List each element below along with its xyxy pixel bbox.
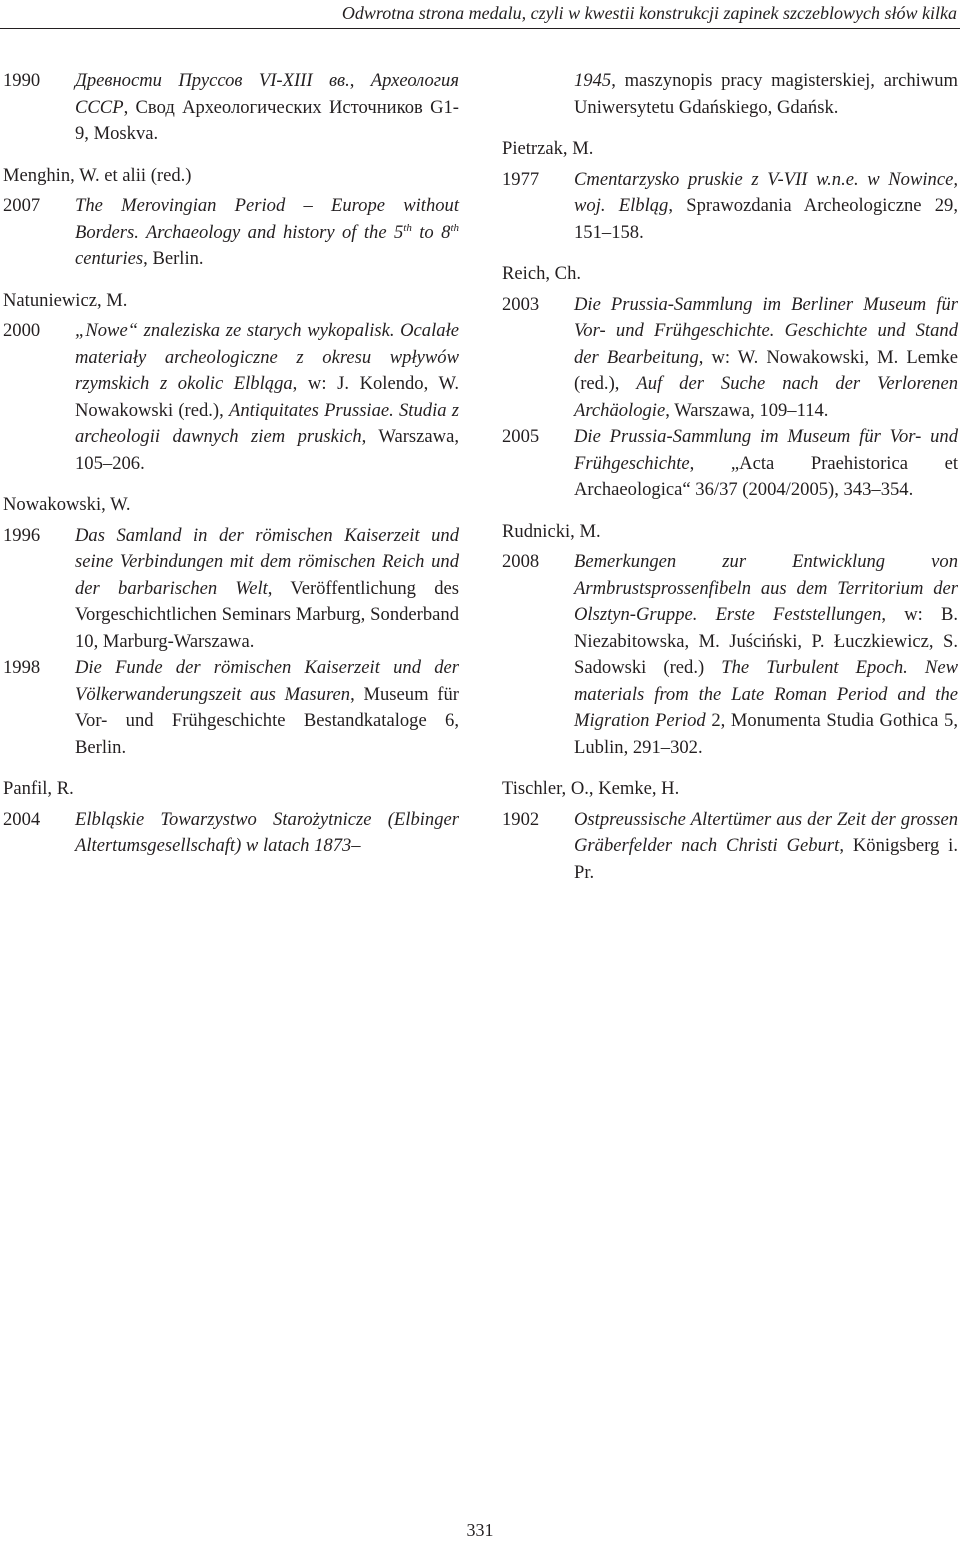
reference-entry [502, 424, 958, 504]
page-number: 331 [466, 1520, 494, 1540]
reference-text: Die Prussia-Sammlung im Museum für Vor- und Frühgeschichte, „Acta Praehistorica et Archaeologica“ 36/37 (2004/2005), 343–354. [574, 426, 958, 500]
reference-entry [3, 655, 459, 761]
reference-year: 1902 [502, 808, 540, 830]
reference-year: 1998 [3, 657, 41, 678]
author-heading: Reich, Ch. [502, 263, 582, 284]
reference-year: 2003 [502, 293, 540, 315]
reference-entry [3, 807, 459, 860]
right-column [502, 68, 958, 886]
reference-text: Древности Пруссов VI-XIII вв., Археология СССР, Свод Археологических Источников G1-9, Moskva. [75, 70, 459, 144]
reference-text: Das Samland in der römischen Kaiserzeit und seine Verbindungen mit dem römischen Reich und der barbarischen Welt, Veröffentlichung des Vorgeschichtlichen Seminars Marburg, Sonderband 10, Marburg-Warszawa. [75, 524, 459, 652]
reference-entry [3, 318, 459, 477]
reference-year: 2004 [3, 808, 41, 830]
reference-continuation: 1945, maszynopis pracy magisterskiej, archiwum Uniwersytetu Gdańskiego, Gdańsk. [574, 70, 958, 118]
reference-entry [3, 68, 459, 148]
reference-entry [3, 523, 459, 656]
author-heading: Rudnicki, M. [502, 520, 601, 542]
reference-text: Ostpreussische Altertümer aus der Zeit der grossen Gräberfelder nach Christi Geburt, Königsberg i. Pr. [574, 808, 958, 883]
reference-text: Die Funde der römischen Kaiserzeit und der Völkerwanderungszeit aus Masuren, Museum für Vor- und Frühgeschichte Bestandkataloge 6, Berlin. [75, 657, 459, 758]
reference-entry [502, 549, 958, 761]
running-header: Odwrotna strona medalu, czyli w kwestii konstrukcji zapinek szczeblowych słów kilka [341, 3, 957, 23]
author-heading: Panfil, R. [3, 778, 74, 799]
left-column [3, 68, 459, 860]
reference-year: 1996 [3, 524, 41, 546]
reference-year: 2000 [3, 320, 41, 341]
reference-year: 2008 [502, 551, 540, 572]
reference-year: 1990 [3, 70, 41, 91]
author-heading: Natuniewicz, M. [3, 289, 128, 311]
reference-year: 2005 [502, 426, 540, 447]
reference-year: 1977 [502, 168, 540, 190]
reference-entry [502, 807, 958, 887]
reference-entry [502, 167, 958, 247]
reference-text: The Merovingian Period – Europe without Borders. Archaeology and history of the 5th to 8th centuries, Berlin. [75, 195, 459, 269]
reference-text: Elbląskie Towarzystwo Starożytnicze (Elbinger Altertumsgesellschaft) w latach 1873– [75, 808, 459, 856]
reference-text: Bemerkungen zur Entwicklung von Armbrustsprossenfibeln aus dem Territorium der Olsztyn-Gruppe. Erste Feststellungen, w: B. Niezabitowska, M. Juściński, P. Łuczkiewicz, S. Sadowski (red.) The Turbulent Epoch. New materials from the Late Roman Period and the Migration Period 2, Monumenta Studia Gothica 5, Lublin, 291–302. [574, 551, 958, 758]
reference-text: Die Prussia-Sammlung im Berliner Museum für Vor- und Frühgeschichte. Geschichte und Stand der Bearbeitung, w: W. Nowakowski, M. Lemke (red.), Auf der Suche nach der Verlorenen Archäologie, Warszawa, 109–114. [574, 293, 959, 421]
reference-entry [502, 292, 958, 425]
author-heading: Nowakowski, W. [3, 494, 131, 515]
reference-entry [3, 193, 459, 273]
author-heading: Menghin, W. et alii (red.) [3, 164, 192, 186]
reference-text: Cmentarzysko pruskie z V-VII w.n.e. w Nowince, woj. Elbląg, Sprawozdania Archeologiczne 29, 151–158. [574, 168, 958, 243]
header-rule [0, 28, 960, 29]
author-heading: Tischler, O., Kemke, H. [502, 778, 680, 799]
author-heading: Pietrzak, M. [502, 138, 594, 159]
reference-text: „Nowe“ znaleziska ze starych wykopalisk. Ocalałe materiały archeologiczne z okresu wpływów rzymskich z okolic Elbląga, w: J. Kolendo, W. Nowakowski (red.), Antiquitates Prussiae. Studia z archeologii dawnych ziem pruskich, Warszawa, 105–206. [75, 320, 459, 474]
reference-year: 2007 [3, 195, 41, 216]
